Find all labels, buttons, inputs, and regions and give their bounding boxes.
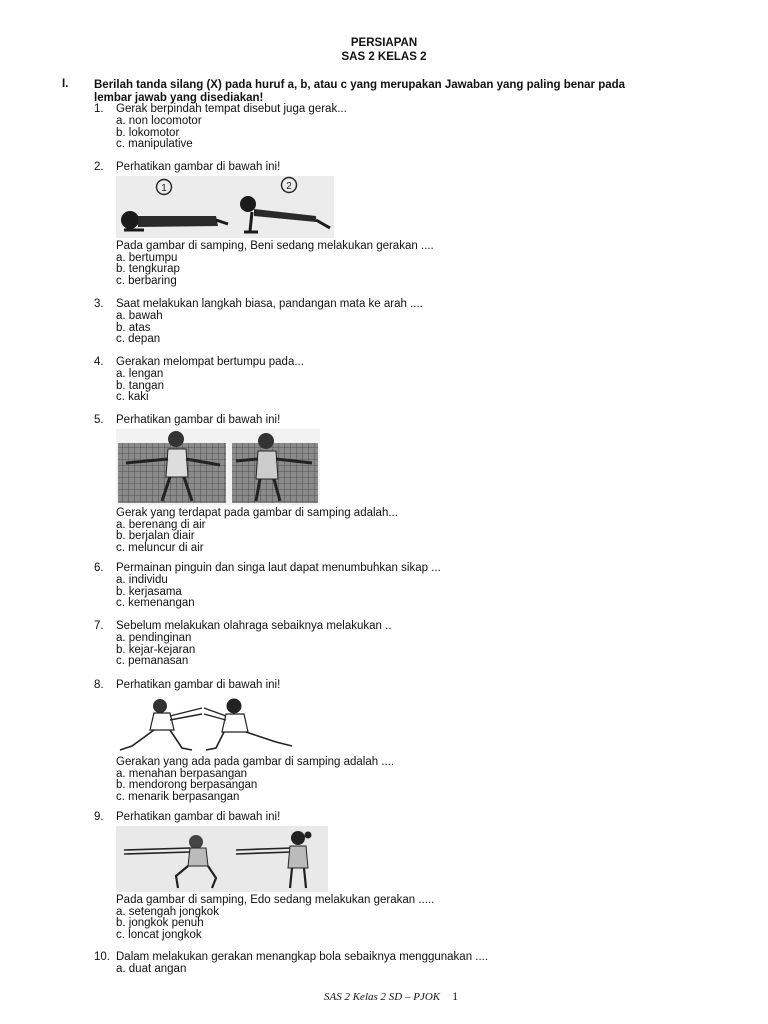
- option-c[interactable]: c. loncat jongkok: [116, 929, 202, 942]
- question-number: 6.: [94, 562, 104, 574]
- squat-figure: [116, 826, 328, 892]
- question-text: Gerakan melompat bertumpu pada...: [116, 356, 304, 368]
- page-title: PERSIAPAN: [350, 37, 418, 49]
- option-a[interactable]: a. menahan berpasangan: [116, 767, 248, 780]
- question-body: [116, 952, 686, 976]
- gliding-illustration: [116, 429, 320, 505]
- section-instruction: [94, 79, 704, 104]
- option-c[interactable]: c. menarik berpasangan: [116, 791, 240, 804]
- pushing-pair-illustration: [116, 694, 298, 754]
- option-a[interactable]: a. setengah jongkok: [116, 905, 219, 918]
- option-a[interactable]: a. non locomotor: [116, 114, 202, 127]
- figure-label-1: 1: [161, 182, 167, 194]
- option-c[interactable]: c. depan: [116, 333, 161, 346]
- option-a[interactable]: a. duat angan: [116, 962, 187, 975]
- option-a[interactable]: a. berenang di air: [116, 518, 206, 531]
- question-number: 10.: [94, 951, 110, 963]
- footer-text: SAS 2 Kelas 2 SD – PJOK: [324, 991, 441, 1003]
- question-number: 5.: [94, 414, 104, 426]
- question-text: Perhatikan gambar di bawah ini!: [116, 414, 281, 426]
- question-text-2: Gerak yang terdapat pada gambar di samping adalah...: [116, 506, 398, 519]
- option-c[interactable]: c. meluncur di air: [116, 542, 204, 555]
- page-subtitle: SAS 2 KELAS 2: [341, 51, 427, 63]
- question-number: 9.: [94, 811, 104, 823]
- option-c[interactable]: c. kemenangan: [116, 597, 195, 610]
- question-body: [116, 104, 686, 151]
- question-number: 1.: [94, 103, 104, 115]
- gliding-figure: [116, 429, 320, 505]
- question-body: [116, 357, 686, 404]
- question-text: Perhatikan gambar di bawah ini!: [116, 161, 281, 173]
- option-b[interactable]: b. berjalan diair: [116, 530, 195, 543]
- question-text: Gerak berpindah tempat disebut juga gerak...: [116, 103, 347, 115]
- figure-label-2: 2: [286, 180, 292, 192]
- question-number: 8.: [94, 679, 104, 691]
- instruction-line-1: Berilah tanda silang (X) pada huruf a, b, atau c yang merupakan Jawaban yang paling benar pada: [94, 79, 626, 91]
- question-body: [116, 162, 686, 288]
- page-footer: [324, 991, 458, 1004]
- question-text: Saat melakukan langkah biasa, pandangan mata ke arah ....: [116, 298, 423, 310]
- option-a[interactable]: a. lengan: [116, 367, 164, 380]
- option-b[interactable]: b. mendorong berpasangan: [116, 779, 258, 792]
- question-text: Permainan pinguin dan singa laut dapat menumbuhkan sikap ...: [116, 562, 441, 574]
- pushup-illustration: [116, 176, 334, 238]
- option-c[interactable]: c. manipulative: [116, 138, 193, 151]
- question-body: [116, 621, 686, 668]
- option-c[interactable]: c. kaki: [116, 391, 149, 404]
- option-b[interactable]: b. jongkok penuh: [116, 917, 204, 930]
- instruction-line-2: lembar jawab yang disediakan!: [94, 91, 264, 104]
- question-body: [116, 680, 686, 804]
- option-a[interactable]: a. pendinginan: [116, 631, 192, 644]
- question-body: [116, 812, 686, 942]
- pushing-pair-figure: [116, 694, 298, 754]
- option-c[interactable]: c. berbaring: [116, 275, 177, 288]
- question-text: Sebelum melakukan olahraga sebaiknya melakukan ..: [116, 620, 392, 632]
- question-text: Perhatikan gambar di bawah ini!: [116, 811, 281, 823]
- question-text-2: Gerakan yang ada pada gambar di samping adalah ....: [116, 755, 395, 768]
- squat-illustration: [116, 826, 328, 892]
- pushup-figure: [116, 176, 334, 238]
- question-number: 3.: [94, 298, 104, 310]
- question-text-2: Pada gambar di samping, Beni sedang melakukan gerakan ....: [116, 239, 434, 252]
- page-number: 1: [452, 989, 459, 1003]
- option-b[interactable]: b. tengkurap: [116, 263, 180, 276]
- option-b[interactable]: b. lokomotor: [116, 126, 180, 139]
- option-b[interactable]: b. kejar-kejaran: [116, 643, 196, 656]
- question-number: 4.: [94, 356, 104, 368]
- question-number: 7.: [94, 620, 104, 632]
- section-number: I.: [62, 78, 69, 90]
- question-number: 2.: [94, 161, 104, 173]
- option-a[interactable]: a. bertumpu: [116, 251, 178, 264]
- question-text-2: Pada gambar di samping, Edo sedang melakukan gerakan .....: [116, 893, 435, 906]
- option-a[interactable]: a. individu: [116, 573, 168, 586]
- question-text: Dalam melakukan gerakan menangkap bola sebaiknya menggunakan ....: [116, 951, 489, 963]
- question-body: [116, 563, 686, 610]
- option-b[interactable]: b. kerjasama: [116, 585, 182, 598]
- question-body: [116, 415, 686, 555]
- question-body: [116, 299, 686, 346]
- option-a[interactable]: a. bawah: [116, 309, 163, 322]
- option-b[interactable]: b. tangan: [116, 379, 164, 392]
- question-text: Perhatikan gambar di bawah ini!: [116, 679, 281, 691]
- option-b[interactable]: b. atas: [116, 321, 151, 334]
- option-c[interactable]: c. pemanasan: [116, 655, 189, 668]
